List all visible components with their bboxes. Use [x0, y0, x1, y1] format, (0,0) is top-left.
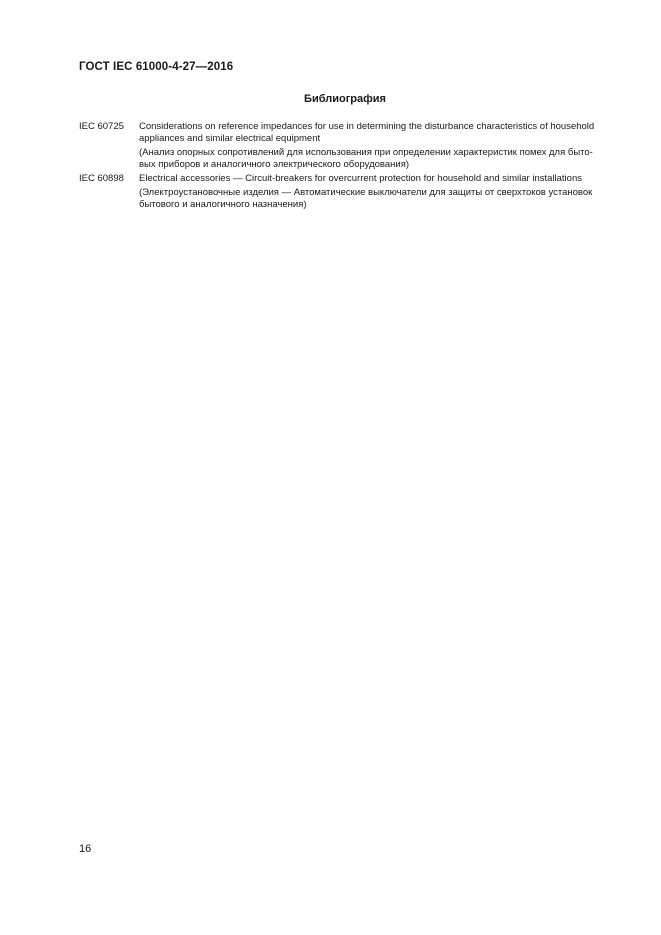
document-code-header: ГОСТ IEC 61000-4-27—2016: [79, 61, 234, 73]
russian-title-line: (Электроустановочные изделия — Автоматические выключатели для защиты от сверхтоков установок: [139, 187, 593, 198]
russian-title: [139, 147, 619, 171]
english-title-line: Considerations on reference impedances for use in determining the disturbance characteristics of household: [139, 121, 595, 132]
page-number: 16: [79, 843, 92, 855]
section-title: Библиография: [304, 93, 386, 105]
russian-title-line: (Анализ опорных сопротивлений для использования при определении характеристик помех для быто-: [139, 147, 593, 158]
russian-title-line: вых приборов и аналогичного электрического оборудования): [139, 159, 410, 170]
standard-id: IEC 60898: [79, 173, 124, 184]
standard-id: IEC 60725: [79, 121, 124, 132]
russian-title-line: бытового и аналогичного назначения): [139, 199, 307, 210]
russian-title: [139, 187, 619, 211]
bibliography-entry: [79, 121, 619, 171]
bibliography-list: [79, 121, 619, 213]
bibliography-entry: [79, 173, 619, 211]
english-title-line: appliances and similar electrical equipment: [139, 133, 321, 144]
english-title: [139, 173, 619, 185]
english-title-line: Electrical accessories — Circuit-breakers for overcurrent protection for household and similar installations: [139, 173, 582, 184]
entry-body: [139, 173, 619, 211]
entry-body: [139, 121, 619, 171]
english-title: [139, 121, 619, 145]
